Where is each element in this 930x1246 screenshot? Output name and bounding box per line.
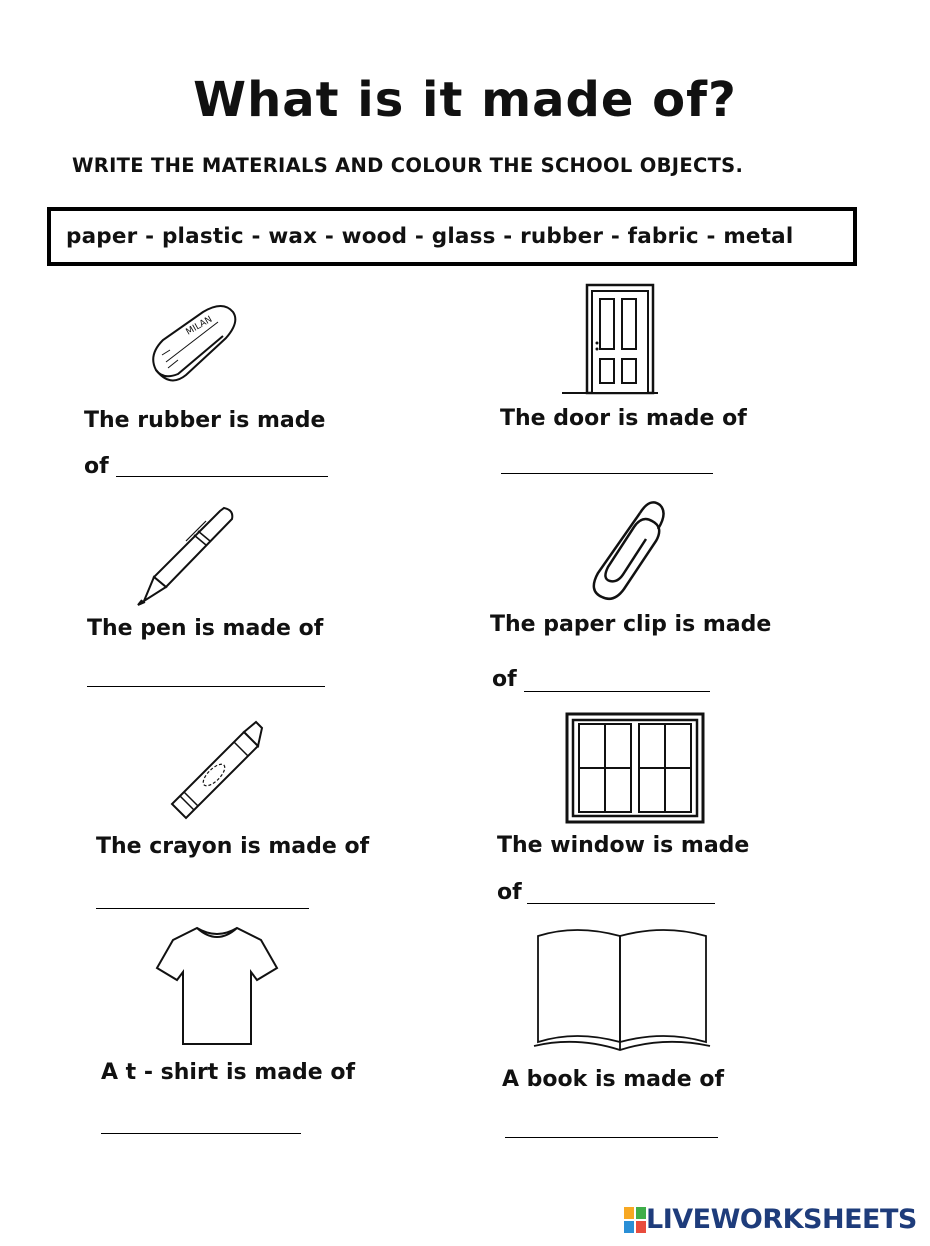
paperclip-text-line1: The paper clip is made — [490, 612, 772, 637]
word-bank-box — [47, 207, 857, 266]
liveworksheets-logo-text: LIVEWORKSHEETS — [646, 1204, 917, 1235]
window-icon — [565, 712, 705, 824]
window-text-line2 — [497, 880, 522, 905]
paperclip-text-line2 — [492, 667, 517, 692]
paperclip-answer-field[interactable] — [524, 691, 710, 692]
window-answer-field[interactable] — [527, 903, 715, 904]
rubber-text-line1: The rubber is made — [84, 408, 326, 433]
window-text-line1: The window is made — [497, 833, 750, 858]
liveworksheets-logo — [624, 1204, 917, 1235]
rubber-text-line2 — [84, 454, 109, 479]
eraser-icon — [148, 300, 243, 390]
book-text-line1: A book is made of — [502, 1067, 725, 1092]
liveworksheets-logo-icon — [624, 1207, 646, 1233]
rubber-answer-field[interactable] — [116, 476, 328, 477]
pen-text-line1: The pen is made of — [87, 616, 324, 641]
door-text-line1: The door is made of — [500, 406, 747, 431]
pen-answer-field[interactable] — [87, 686, 325, 687]
book-icon — [532, 924, 712, 1054]
word-bank-text: paper - plastic - wax - wood - glass - rubber - fabric - metal — [66, 224, 794, 249]
tshirt-text-line1: A t - shirt is made of — [101, 1060, 356, 1085]
svg-text:MILAN: MILAN — [184, 314, 215, 338]
t-shirt-icon — [155, 924, 280, 1046]
door-answer-field[interactable] — [501, 473, 713, 474]
instructions: WRITE THE MATERIALS AND COLOUR THE SCHOOL OBJECTS. — [72, 154, 744, 177]
page-title: What is it made of? — [193, 72, 737, 128]
crayon-answer-field[interactable] — [96, 908, 309, 909]
crayon-icon — [164, 720, 269, 822]
paper-clip-icon — [580, 493, 665, 603]
window-of-label: of — [497, 880, 522, 905]
door-icon — [560, 283, 660, 398]
book-answer-field[interactable] — [505, 1137, 718, 1138]
paperclip-of-label: of — [492, 667, 517, 692]
tshirt-answer-field[interactable] — [101, 1133, 301, 1134]
rubber-of-label: of — [84, 454, 109, 479]
pen-icon — [136, 505, 241, 607]
crayon-text-line1: The crayon is made of — [96, 834, 370, 859]
